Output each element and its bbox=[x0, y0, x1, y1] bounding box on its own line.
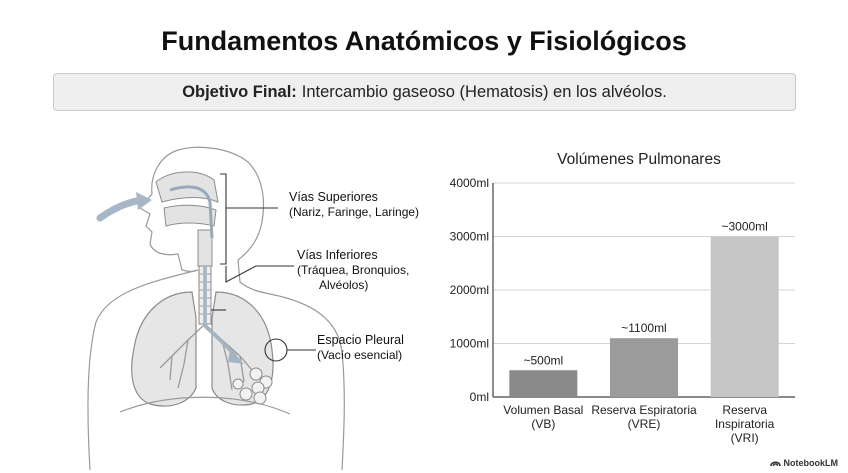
chart-title: Volúmenes Pulmonares bbox=[557, 151, 721, 168]
lower-airways-title: Vías Inferiores bbox=[297, 248, 378, 262]
x-tick-label: Inspiratoria bbox=[714, 417, 775, 431]
pleural-space-detail: (Vacío esencial) bbox=[317, 348, 403, 362]
y-tick-label: 2000ml bbox=[449, 283, 489, 297]
objective-banner bbox=[53, 73, 796, 111]
page-title: Fundamentos Anatómicos y Fisiológicos bbox=[161, 26, 687, 56]
x-tick-label: (VB) bbox=[531, 417, 556, 431]
bar bbox=[509, 370, 577, 397]
objective-text: Intercambio gaseoso (Hematosis) en los alvéolos. bbox=[301, 82, 667, 101]
y-tick-label: 4000ml bbox=[449, 176, 489, 190]
bar-data-label: ~3000ml bbox=[721, 219, 768, 234]
x-tick-label: Reserva bbox=[722, 403, 768, 417]
lower-airways-detail-2: Alvéolos) bbox=[319, 278, 369, 292]
notebooklm-footer bbox=[770, 458, 839, 468]
x-tick-label: (VRI) bbox=[730, 431, 759, 445]
y-tick-label: 3000ml bbox=[449, 229, 489, 244]
bar-data-label: ~1100ml bbox=[621, 321, 667, 336]
lower-airways-label bbox=[297, 248, 409, 293]
lung-volumes-chart bbox=[440, 145, 810, 445]
x-tick-label: Volumen Basal bbox=[503, 403, 584, 417]
x-tick-label: (VRE) bbox=[627, 417, 661, 431]
upper-airways-detail: (Nariz, Faringe, Laringe) bbox=[289, 205, 420, 219]
bar bbox=[610, 338, 678, 397]
footer-brand: NotebookLM bbox=[783, 458, 838, 468]
upper-airways-title: Vías Superiores bbox=[289, 190, 378, 204]
objective-label: Objetivo Final: bbox=[182, 82, 297, 101]
x-tick-label: Reserva Espiratoria bbox=[591, 403, 697, 417]
upper-airways-label bbox=[289, 190, 419, 220]
bar bbox=[711, 237, 779, 398]
lower-airways-detail-1: (Tráquea, Bronquios, bbox=[297, 263, 410, 277]
bar-data-label: ~500ml bbox=[523, 353, 564, 368]
notebooklm-logo-icon bbox=[770, 459, 781, 467]
y-tick-label: 1000ml bbox=[449, 336, 489, 351]
pleural-space-label bbox=[317, 333, 404, 363]
y-tick-label: 0ml bbox=[469, 390, 489, 404]
pleural-space-title: Espacio Pleural bbox=[317, 333, 404, 347]
